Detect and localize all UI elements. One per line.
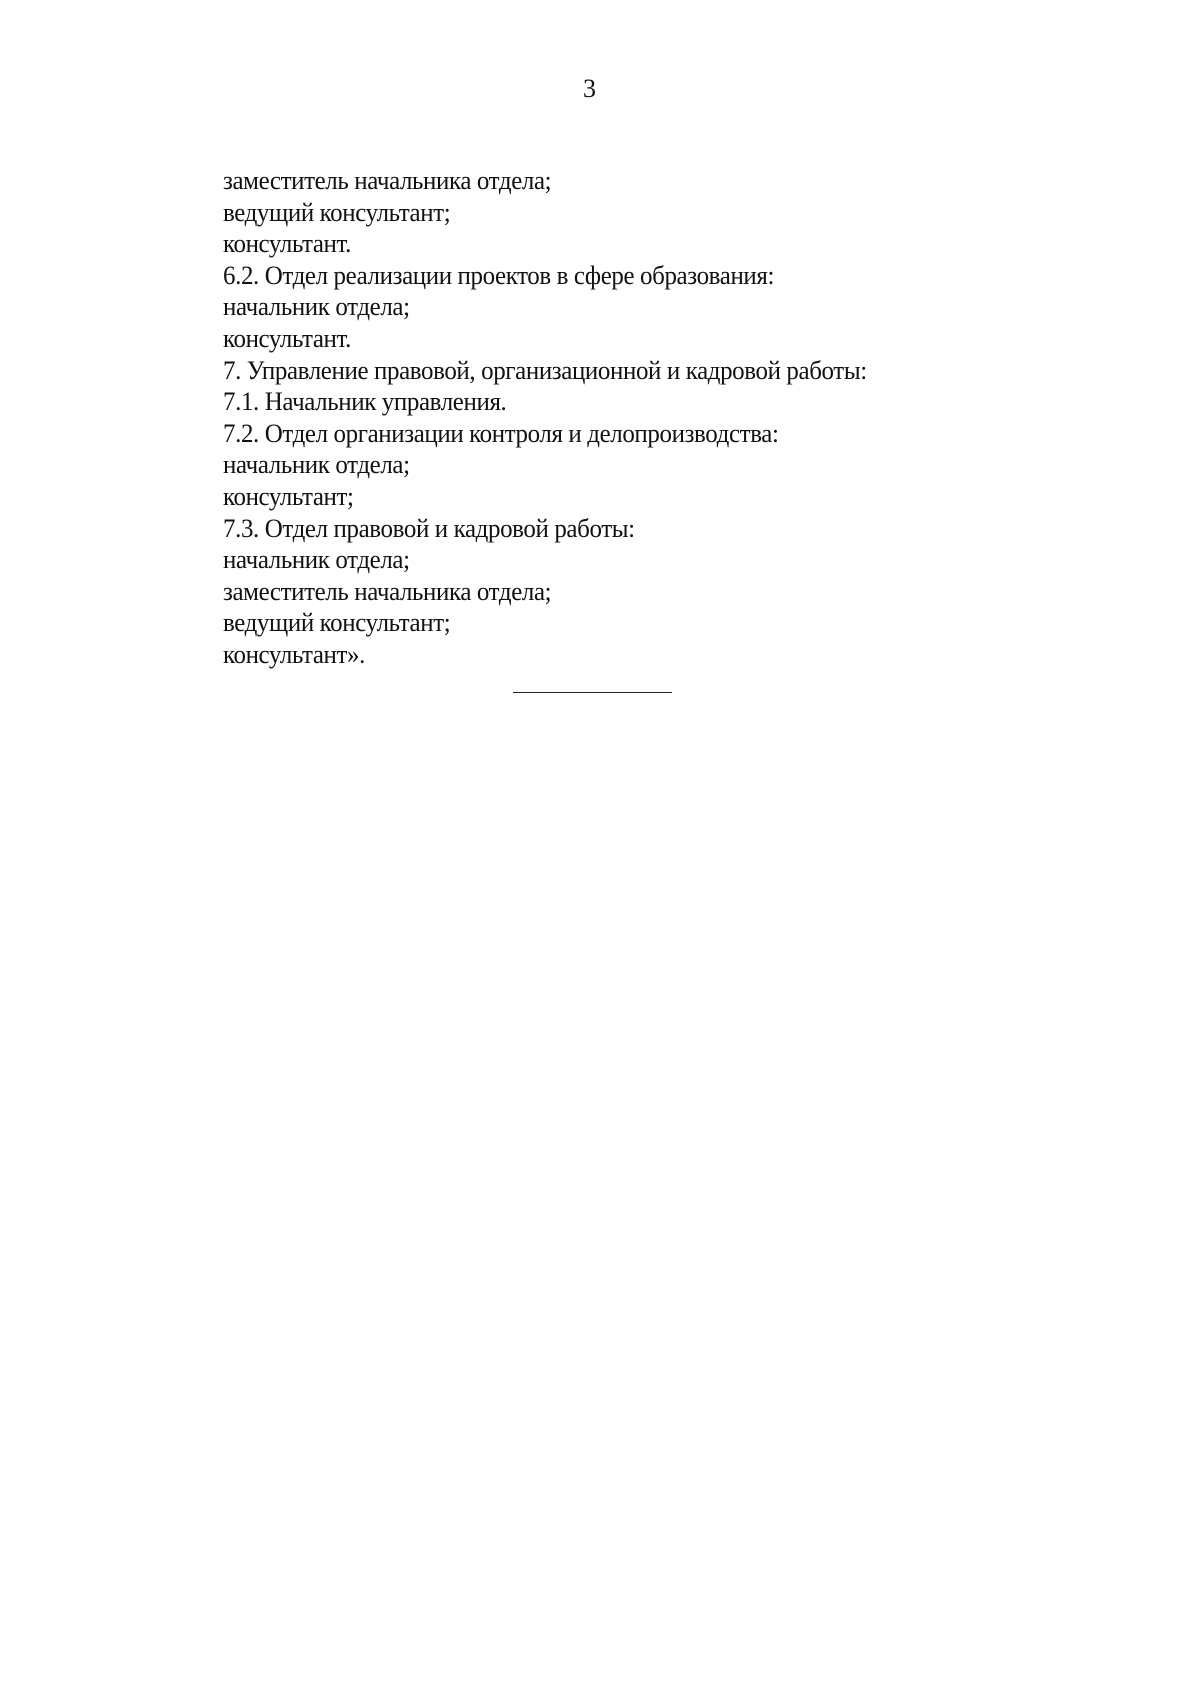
text-line: заместитель начальника отдела; <box>223 166 552 195</box>
section-heading: 7.2. Отдел организации контроля и делопроизводства: <box>223 418 779 448</box>
text-line: консультант. <box>223 323 352 353</box>
text-line: ведущий консультант; <box>223 608 451 638</box>
document-body <box>223 165 867 671</box>
page-number: 3 <box>583 74 596 103</box>
end-divider <box>513 692 672 693</box>
section-heading: 7.3. Отдел правовой и кадровой работы: <box>223 513 635 543</box>
text-line: начальник отдела; <box>223 545 410 575</box>
section-heading: 7. Управление правовой, организационной и кадровой работы: <box>223 355 867 385</box>
text-line: консультант; <box>223 481 354 511</box>
text-line: заместитель начальника отдела; <box>223 576 552 606</box>
text-line: начальник отдела; <box>223 292 410 322</box>
text-line: консультант». <box>223 639 366 669</box>
text-line: ведущий консультант; <box>223 197 451 227</box>
section-heading: 7.1. Начальник управления. <box>223 387 507 417</box>
text-line: начальник отдела; <box>223 450 410 480</box>
section-heading: 6.2. Отдел реализации проектов в сфере образования: <box>223 260 775 290</box>
text-line: консультант. <box>223 229 352 259</box>
